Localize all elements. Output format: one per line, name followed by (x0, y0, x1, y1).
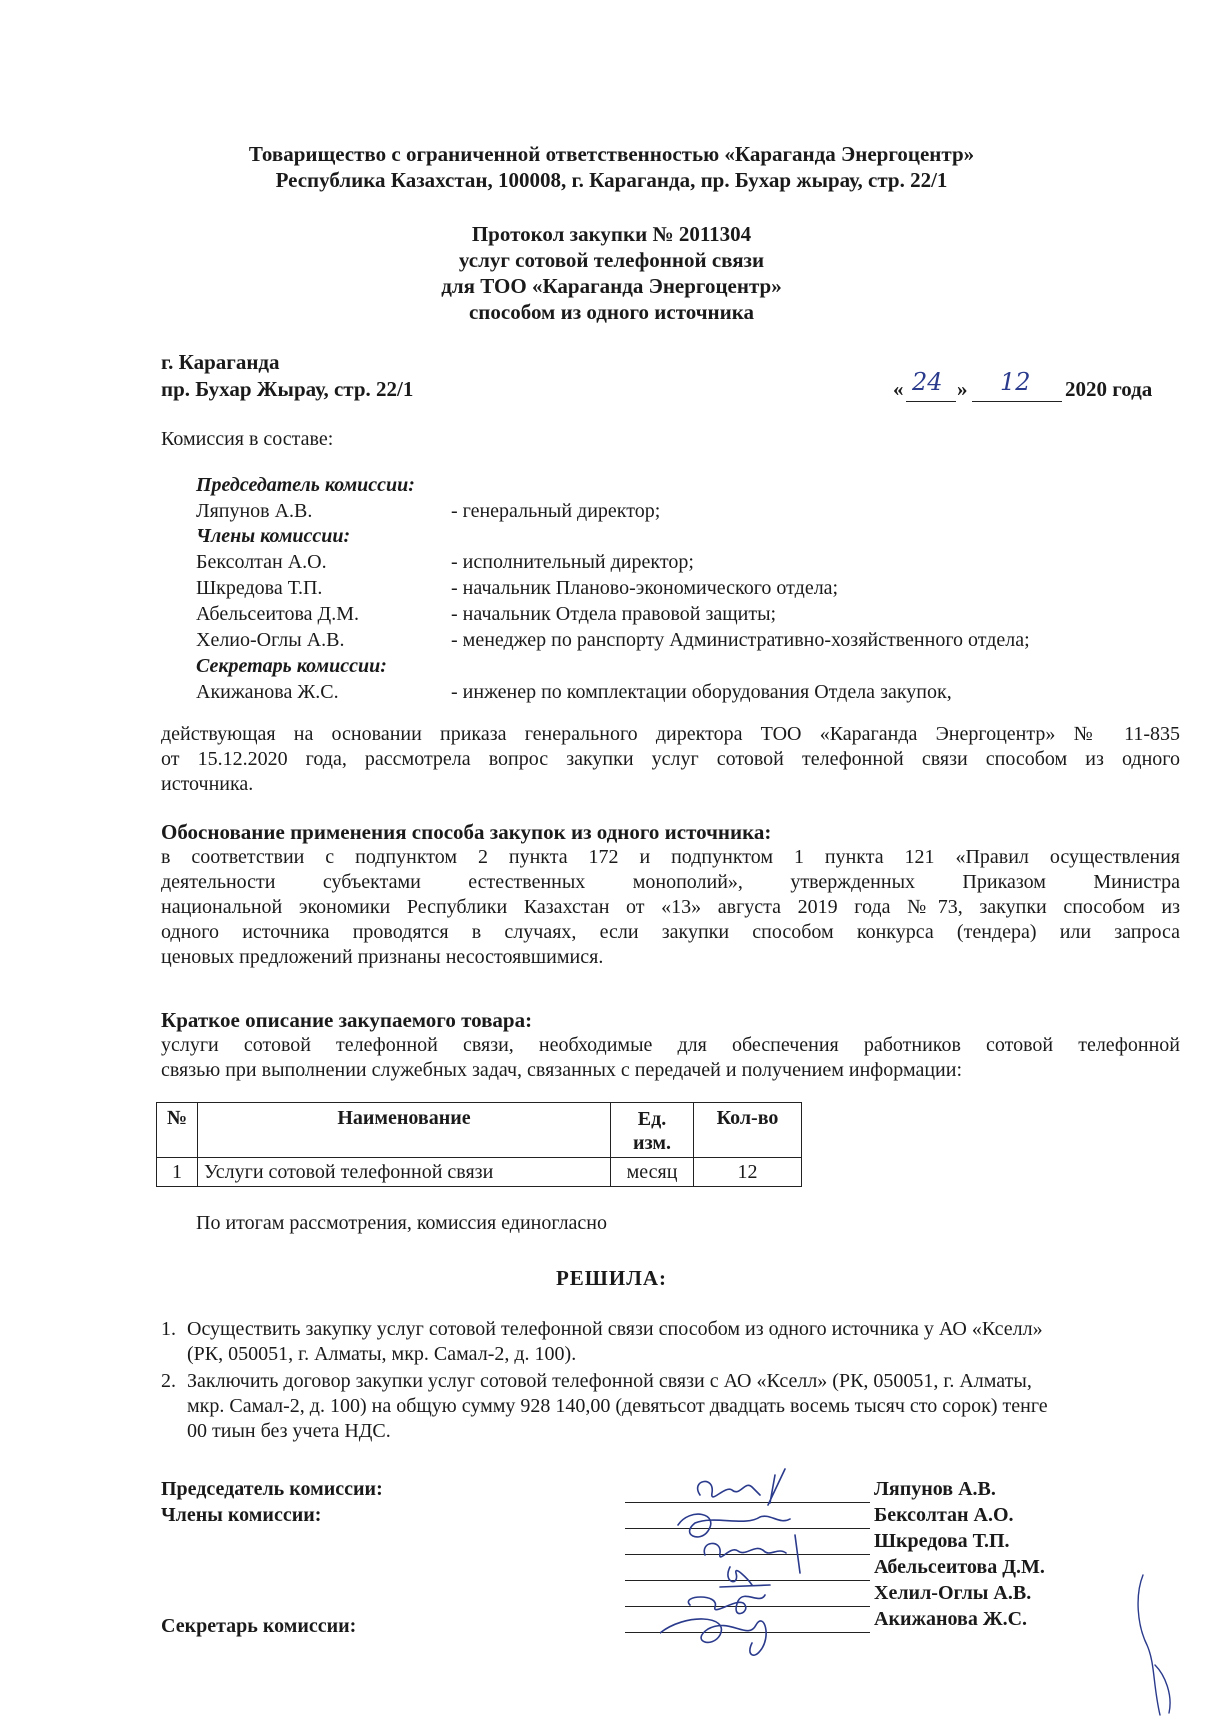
date-open-quote: « (893, 377, 904, 401)
cell-unit: месяц (611, 1158, 694, 1187)
protocol-subject: услуг сотовой телефонной связи (458, 248, 765, 272)
decision-number: 1. (161, 1318, 176, 1340)
justification-line: деятельности субъектами естественных монополий», утвержденных Приказом Министра (161, 871, 1180, 893)
margin-mark (1125, 1565, 1185, 1725)
signature-stroke (660, 1619, 766, 1655)
justification-heading: Обоснование применения способа закупок из одного источника: (161, 820, 772, 844)
chair-role: - генеральный директор; (451, 500, 661, 522)
goods-table (156, 1102, 802, 1187)
signature-stroke (698, 1469, 785, 1505)
protocol-customer: для ТОО «Караганда Энергоцентр» (441, 274, 782, 298)
col-qty-header: Кол-во (694, 1103, 802, 1158)
table-header-row (157, 1103, 802, 1158)
decision-line: 00 тиын без учета НДС. (187, 1420, 391, 1442)
signer-name: Абельсеитова Д.М. (874, 1556, 1045, 1578)
sign-chair-label: Председатель комиссии: (161, 1478, 383, 1500)
table-row (157, 1158, 802, 1187)
member-role: - исполнительный директор; (451, 551, 694, 573)
acting-line: действующая на основании приказа генерального директора ТОО «Караганда Энергоцентр» № 11-835 (161, 723, 1180, 745)
decision-line: Заключить договор закупки услуг сотовой телефонной связи с АО «Кселл» (РК, 050051, г. Алматы, (187, 1370, 1032, 1392)
place-street: пр. Бухар Жырау, стр. 22/1 (161, 377, 414, 401)
decided-heading: РЕШИЛА: (555, 1266, 668, 1290)
chair-name: Ляпунов А.В. (196, 500, 313, 522)
member-role: - начальник Планово-экономического отдела; (451, 577, 839, 599)
decision-line: Осуществить закупку услуг сотовой телефонной связи способом из одного источника у АО «Кселл» (187, 1318, 1043, 1340)
decision-number: 2. (161, 1370, 176, 1392)
sign-members-label: Члены комиссии: (161, 1504, 322, 1526)
secretary-name: Акижанова Ж.С. (196, 681, 339, 703)
acting-line: от 15.12.2020 года, рассмотрела вопрос закупки услуг сотовой телефонной связи способом из одного (161, 748, 1180, 770)
cell-qty: 12 (694, 1158, 802, 1187)
justification-line: в соответствии с подпунктом 2 пункта 172 и подпунктом 1 пункта 121 «Правил осуществления (161, 846, 1180, 868)
member-role: - начальник Отдела правовой защиты; (451, 603, 777, 625)
signer-name: Хелил-Оглы А.В. (874, 1582, 1032, 1604)
org-address: Республика Казахстан, 100008, г. Караганда, пр. Бухар жырау, стр. 22/1 (275, 168, 948, 192)
secretary-heading: Секретарь комиссии: (196, 655, 387, 677)
date-day: 24 (912, 368, 943, 396)
decision-line: (РК, 050051, г. Алматы, мкр. Самал-2, д. 100). (187, 1343, 577, 1365)
member-role: - менеджер по ранспорту Административно-хозяйственного отдела; (451, 629, 1030, 651)
member-name: Абельсеитова Д.М. (196, 603, 359, 625)
signature-stroke (720, 1567, 770, 1587)
decision-line: мкр. Самал-2, д. 100) на общую сумму 928 140,00 (девятьсот двадцать восемь тысяч сто сорок) тенге (187, 1395, 1048, 1417)
signer-name: Ляпунов А.В. (874, 1478, 996, 1500)
col-unit-header: Ед. изм. (611, 1103, 694, 1158)
date-close-quote: » (957, 377, 968, 401)
signer-name: Акижанова Ж.С. (874, 1608, 1028, 1630)
protocol-method: способом из одного источника (468, 300, 755, 324)
justification-line: ценовых предложений признаны несостоявшимися. (161, 946, 604, 968)
member-name: Хелио-Оглы А.В. (196, 629, 345, 651)
chair-heading: Председатель комиссии: (196, 474, 415, 496)
member-name: Шкредова Т.П. (196, 577, 323, 599)
description-heading: Краткое описание закупаемого товара: (161, 1008, 533, 1032)
signer-name: Бексолтан А.О. (874, 1504, 1014, 1526)
sign-secretary-label: Секретарь комиссии: (161, 1615, 357, 1637)
commission-intro: Комиссия в составе: (161, 428, 334, 450)
place-city: г. Караганда (161, 350, 280, 374)
signature-stroke (678, 1514, 790, 1537)
date-month: 12 (1000, 368, 1031, 396)
date-day-line (906, 401, 956, 402)
member-name: Бексолтан А.О. (196, 551, 327, 573)
handwritten-signatures (660, 1455, 820, 1670)
col-name-header: Наименование (198, 1103, 611, 1158)
signature-stroke (688, 1595, 765, 1614)
signature-stroke (704, 1535, 800, 1573)
protocol-title: Протокол закупки № 2011304 (471, 222, 752, 246)
org-name: Товарищество с ограниченной ответственностью «Караганда Энергоцентр» (248, 142, 975, 166)
result-intro: По итогам рассмотрения, комиссия единогласно (196, 1212, 608, 1234)
justification-line: одного источника проводятся в случаях, если закупки способом конкурса (тендера) или запроса (161, 921, 1180, 943)
justification-line: национальной экономики Республики Казахстан от «13» августа 2019 года №73, закупки способом из (161, 896, 1180, 918)
cell-name: Услуги сотовой телефонной связи (198, 1158, 611, 1187)
date-month-line (972, 401, 1062, 402)
cell-num: 1 (157, 1158, 198, 1187)
description-line: связью при выполнении служебных задач, связанных с передачей и получением информации: (161, 1059, 963, 1081)
secretary-role: - инженер по комплектации оборудования Отдела закупок, (451, 681, 952, 703)
description-line: услуги сотовой телефонной связи, необходимые для обеспечения работников сотовой телефонной (161, 1034, 1180, 1056)
members-heading: Члены комиссии: (196, 525, 351, 547)
acting-line: источника. (161, 773, 254, 795)
col-num-header: № (157, 1103, 198, 1158)
signer-name: Шкредова Т.П. (874, 1530, 1010, 1552)
date-year: 2020 года (1065, 377, 1153, 401)
